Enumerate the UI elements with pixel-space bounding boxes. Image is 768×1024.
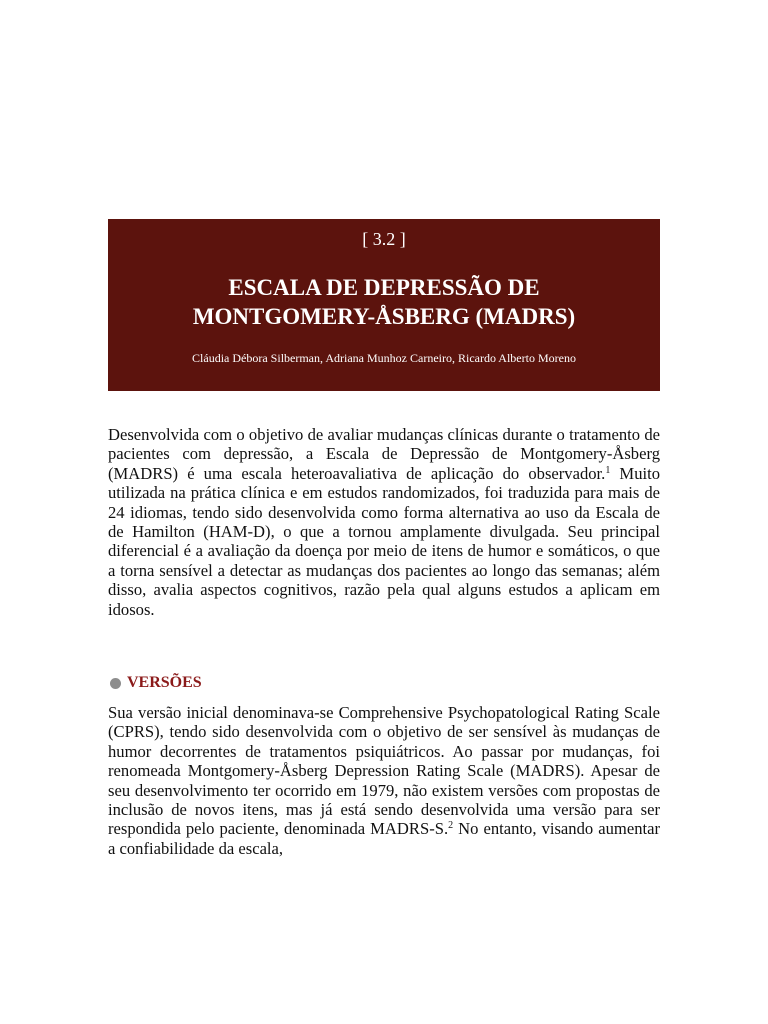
- bullet-icon: [110, 678, 121, 689]
- intro-text-part-2: Muito utilizada na prática clínica e em estudos randomizados, foi traduzida para mais de 24 idiomas, tendo sido desenvolvida como forma alternativa ao uso da Escala de de Hamilton (HAM-D), o que a tornou amplamente divulgada. Seu principal diferencial é a avaliação da doença por meio de itens de humor e somáticos, o que a torna sensível a detectar as mudanças dos pacientes ao longo das semanas; além disso, avalia aspectos cognitivos, razão pela qual alguns estudos a aplicam em idosos.: [108, 463, 661, 619]
- chapter-header: [108, 219, 660, 391]
- versoes-text-part-2: No entanto, visando aumentar a confiabilidade da escala,: [108, 819, 660, 858]
- versoes-text-part-1: Sua versão inicial denominava-se Comprehensive Psychopatological Rating Scale (CPRS), tendo sido desenvolvida com o objetivo de ser sensível às mudanças de humor decorrentes de tratamentos psiquiátricos. Ao passar por mudanças, foi renomeada Montgomery-Åsberg Depression Rating Scale (MADRS). Apesar de seu desenvolvimento ter ocorrido em 1979, não existem versões com propostas de inclusão de novos itens, mas já está sendo desenvolvida uma versão para ser respondida pelo paciente, denominada MADRS-S.: [108, 703, 660, 839]
- footnote-ref-2: 2: [448, 820, 454, 832]
- chapter-number: [ 3.2 ]: [362, 229, 406, 249]
- chapter-title-line-2: MONTGOMERY-ÅSBERG (MADRS): [192, 304, 576, 329]
- chapter-title-line-1: ESCALA DE DEPRESSÃO DE: [228, 275, 540, 300]
- chapter-title: [108, 273, 660, 331]
- chapter-authors: Cláudia Débora Silberman, Adriana Munhoz Carneiro, Ricardo Alberto Moreno: [192, 351, 576, 365]
- intro-text-part-1: Desenvolvida com o objetivo de avaliar mudanças clínicas durante o tratamento de pacientes com depressão, a Escala de Depressão de Montgomery-Åsberg (MADRS) é uma escala heteroavaliativa de aplicação do observador.: [108, 425, 660, 483]
- versoes-paragraph: [108, 703, 660, 858]
- section-heading-label: VERSÕES: [127, 674, 202, 691]
- section-heading-versoes: [108, 673, 202, 693]
- intro-paragraph: [108, 425, 660, 619]
- footnote-ref-1: 1: [605, 464, 611, 476]
